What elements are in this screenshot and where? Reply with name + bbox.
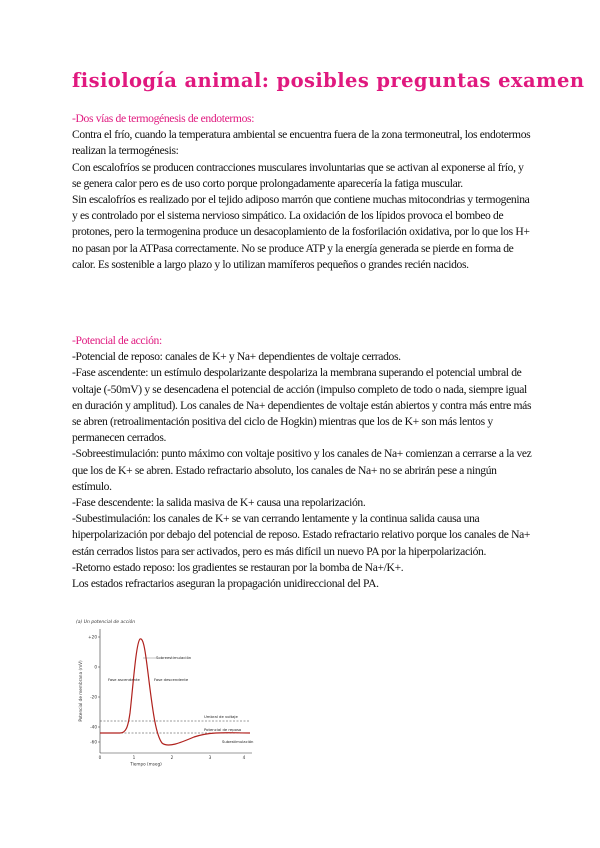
overshoot-label: Sobreestimulación [156, 655, 192, 660]
x-tick-label: 2 [170, 755, 174, 760]
x-tick-label: 0 [98, 755, 102, 760]
y-tick-label: -20 [90, 694, 97, 700]
paragraph: -Fase descendente: la salida masiva de K+ causa una repolarización. [72, 496, 366, 510]
x-axis-label: Tiempo (mseg) [130, 761, 162, 767]
x-tick-label: 3 [208, 755, 212, 760]
resting-potential-label: Potencial de reposo [204, 727, 242, 732]
page-title: fisiología animal: posibles preguntas examen [72, 69, 585, 92]
threshold-label: Umbral de voltaje [204, 714, 238, 719]
paragraph: -Potencial de reposo: canales de K+ y Na+ dependientes de voltaje cerrados. [72, 350, 401, 364]
action-potential-graph [72, 617, 258, 769]
section-heading-termogenesis: -Dos vías de termogénesis de endotermos: [72, 112, 255, 125]
paragraph: Con escalofríos se producen contracciones musculares involuntarias que se activan al exponerse al frío, y se genera calor pero es de uso corto porque prolongadamente aparecería la fatiga muscular. [72, 160, 524, 190]
x-tick-label: 4 [242, 755, 246, 760]
section-heading-potencial-accion: -Potencial de acción: [72, 334, 162, 347]
paragraph: -Subestimulación: los canales de K+ se van cerrando lentamente y la continua salida causa una hiperpolarización por debajo del potencial de reposo. Estado refractario relativo porque los canales de Na+ están cerrados listos para ser activados, pero es más difícil un nuevo PA por la hiperpolarización. [72, 512, 531, 558]
paragraph: -Sobreestimulación: punto máximo con voltaje positivo y los canales de Na+ comienzan a cerrarse a la vez que los de K+ se abren. Estado refractario absoluto, los canales de Na+ no se abrirán pese a ningún estímulo. [72, 447, 532, 493]
undershoot-label: Subestimulación [222, 739, 254, 744]
figure-panel-title: (a) Un potencial de acción [76, 620, 136, 625]
y-tick-label: -60 [90, 739, 97, 745]
falling-phase-label: Fase descendente [154, 677, 189, 682]
paragraph: Contra el frío, cuando la temperatura ambiental se encuentra fuera de la zona termoneutral, los endotermos realizan la termogénesis: [72, 128, 531, 158]
y-tick-label: 0 [94, 664, 97, 670]
paragraph: Los estados refractarios aseguran la propagación unidireccional del PA. [72, 577, 379, 591]
y-tick-label: +20 [88, 634, 97, 640]
section-potencial-accion [72, 333, 532, 592]
paragraph: Sin escalofríos es realizado por el tejido adiposo marrón que contiene muchas mitocondrias y termogenina y es controlado por el sistema nervioso simpático. La oxidación de los lípidos provoca el bombeo de protones, pero la termogenina produce un desacoplamiento de la fosforilación oxidativa, por lo que los H+ no pasan por la ATPasa correctamente. No se produce ATP y la energía generada se pierde en forma de calor. Es sostenible a largo plazo y lo utilizan mamíferos pequeños o grandes recién nacidos. [72, 193, 530, 271]
rising-phase-label: Fase ascendente [108, 677, 140, 682]
y-tick-label: -40 [90, 724, 97, 730]
y-axis-label: Potencial de membrana (mV) [78, 660, 83, 722]
paragraph: -Fase ascendente: un estímulo despolarizante despolariza la membrana superando el potencial umbral de voltaje (-50mV) y se desencadena el potencial de acción (impulso completo de todo o nada, siempre igual en duración y amplitud). Los canales de Na+ dependientes de voltaje están abiertos y contra más entre más se abren (retroalimentación positiva del ciclo de Hogkin) mientras que los de K+ son más lentos y permanecen cerrados. [72, 366, 532, 445]
paragraph: -Retorno estado reposo: los gradientes se restauran por la bomba de Na+/K+. [72, 560, 404, 574]
x-tick-label: 1 [132, 755, 136, 760]
section-termogenesis [72, 111, 532, 273]
action-potential-figure [72, 617, 258, 769]
